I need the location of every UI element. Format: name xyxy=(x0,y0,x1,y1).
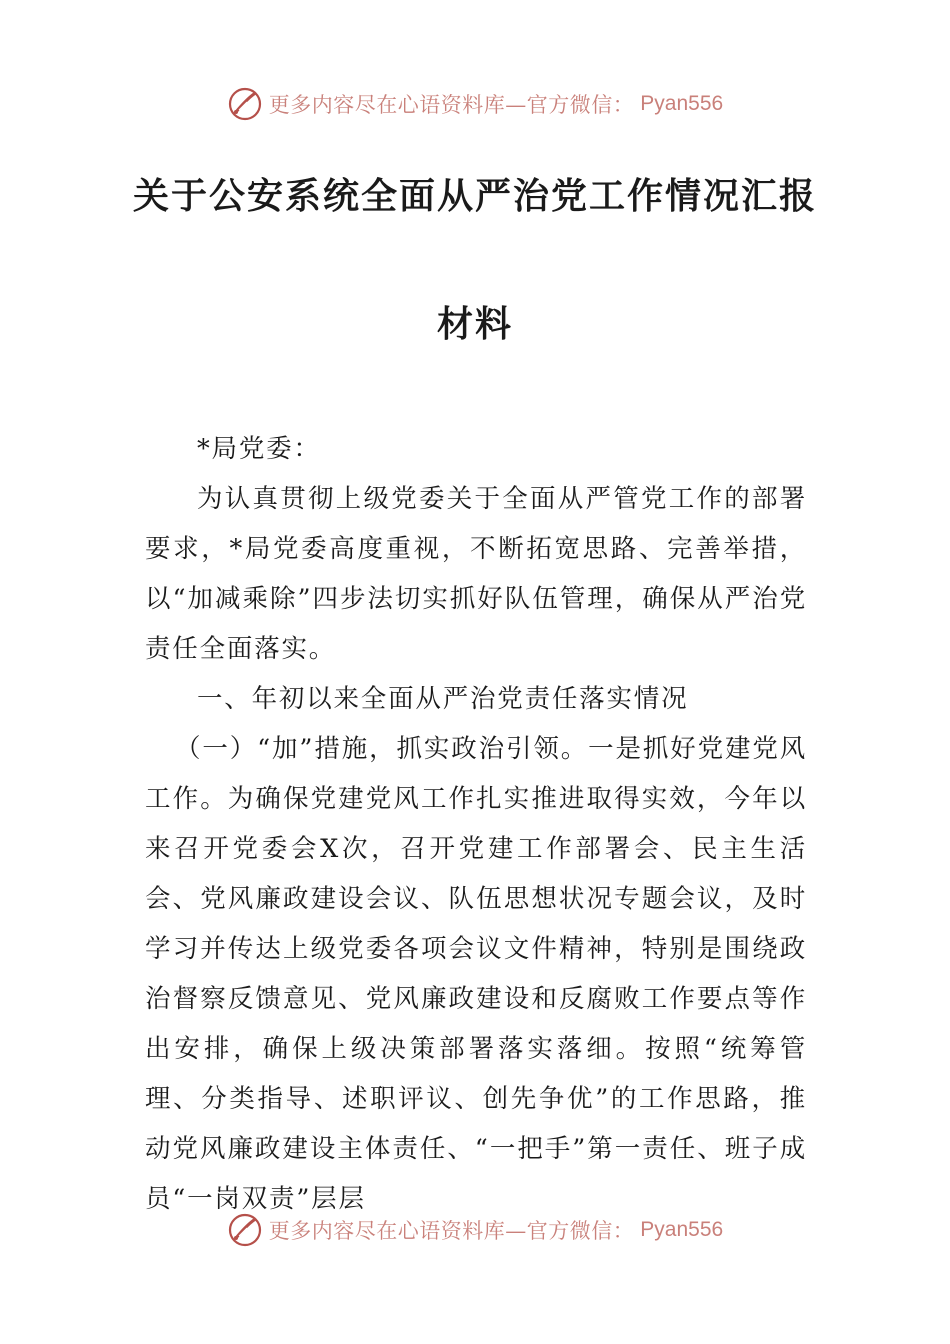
watermark-wechat-id: Pyan556 xyxy=(640,92,724,115)
paragraph: 为认真贯彻上级党委关于全面从严管党工作的部署要求，*局党委高度重视，不断拓宽思路、完善举措，以“加减乘除”四步法切实抓好队伍管理，确保从严治党责任全面落实。 xyxy=(145,484,807,664)
watermark-banner-bottom xyxy=(0,1208,950,1252)
pen-logo-icon xyxy=(227,86,263,122)
watermark-text: 更多内容尽在心语资料库—官方微信： xyxy=(268,1219,635,1243)
watermark-banner-top xyxy=(0,82,950,126)
paragraph: （一）“加”措施，抓实政治引领。一是抓好党建党风工作。为确保党建党风工作扎实推进取得实效，今年以来召开党委会X次，召开党建工作部署会、民主生活会、党风廉政建设会议、队伍思想状况专题会议，及时学习并传达上级党委各项会议文件精神，特别是围绕政治督察反馈意见、党风廉政建设和反腐败工作要点等作出安排，确保上级决策部署落实落细。按照“统筹管理、分类指导、述职评议、创先争优”的工作思路，推动党风廉政建设主体责任、“一把手”第一责任、班子成员“一岗双责”层层 xyxy=(145,734,807,1214)
section-heading: 一、年初以来全面从严治党责任落实情况 xyxy=(197,684,689,714)
pen-logo-icon xyxy=(227,1212,263,1248)
document-title-line2: 材料 xyxy=(436,304,513,345)
watermark-text: 更多内容尽在心语资料库—官方微信： xyxy=(268,93,635,117)
document-body xyxy=(145,424,807,1224)
salutation: *局党委： xyxy=(197,434,321,464)
watermark-wechat-id: Pyan556 xyxy=(640,1218,724,1241)
document-title-line1: 关于公安系统全面从严治党工作情况汇报 xyxy=(132,176,817,217)
